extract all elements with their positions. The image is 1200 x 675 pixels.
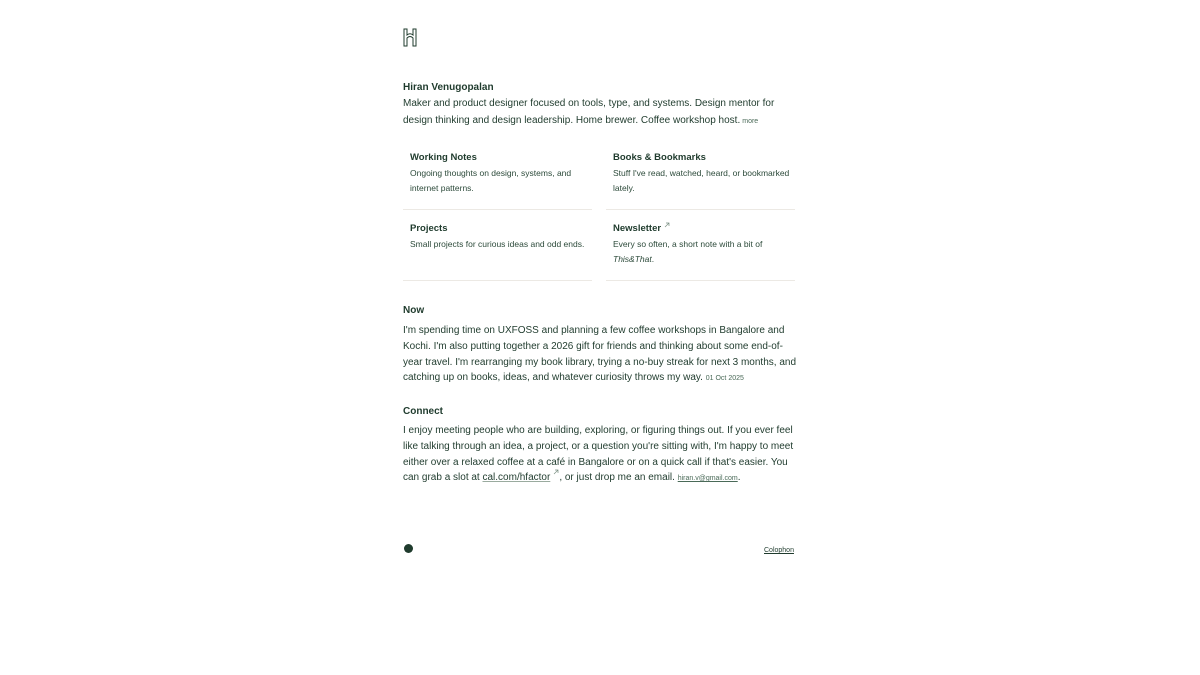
author-name: Hiran Venugopalan (403, 82, 494, 93)
now-heading: Now (403, 305, 425, 316)
connect-mid-text: , or just drop me an email. (559, 472, 675, 484)
connect-heading: Connect (403, 406, 443, 417)
card-title: Books & Bookmarks (613, 152, 706, 163)
card-desc-end: . (651, 253, 655, 264)
more-link[interactable]: more (742, 117, 759, 125)
now-date: 01 Oct 2025 (705, 375, 744, 383)
connect-end: . (737, 472, 741, 484)
connect-paragraph (403, 423, 798, 487)
author-bio (403, 96, 803, 130)
card-desc: Stuff I've read, watched, heard, or bookmarked lately. (613, 168, 790, 193)
card-title (613, 223, 670, 234)
status-dot-icon (404, 544, 413, 553)
now-paragraph (403, 323, 798, 387)
card-desc-emphasis: This&That (613, 253, 652, 264)
card-projects[interactable] (403, 210, 592, 281)
h-monogram-icon[interactable] (403, 28, 417, 47)
card-desc: Ongoing thoughts on design, systems, and internet patterns. (410, 168, 572, 193)
colophon-link[interactable]: Colophon (764, 547, 794, 554)
bio-text: Maker and product designer focused on tools, type, and systems. Design mentor for design thinking and design leadership. Home brewer. Coffee workshop host. (403, 98, 775, 126)
card-working-notes[interactable] (403, 139, 592, 210)
card-title: Projects (410, 223, 448, 234)
card-desc (613, 237, 791, 266)
card-books-bookmarks[interactable] (606, 139, 795, 210)
card-desc-text: Every so often, a short note with a bit of (613, 239, 763, 249)
card-title-text: Newsletter (613, 223, 662, 234)
card-desc: Small projects for curious ideas and odd ends. (410, 239, 585, 249)
external-link-icon (664, 222, 670, 228)
card-title: Working Notes (410, 152, 477, 163)
now-text: I'm spending time on UXFOSS and planning a few coffee workshops in Bangalore and Kochi. I'm also putting together a 2026 gift for friends and thinking about some end-of-year travel. I'm rearranging my book library, trying a no-buy streak for next 3 months, and catching up on books, ideas, and whatever curiosity throws my way. (403, 325, 797, 384)
card-newsletter[interactable] (606, 210, 795, 281)
email-link[interactable]: hiran.v@gmail.com (677, 475, 738, 483)
cal-link[interactable]: cal.com/hfactor (482, 472, 551, 484)
connect-text: I enjoy meeting people who are building, exploring, or figuring things out. If you ever feel like talking through an idea, a project, or a question you're sitting with, I'm happy to meet either over a relaxed coffee at a café in Bangalore or on a quick call if that's easier. You can grab a slot at (403, 425, 794, 484)
